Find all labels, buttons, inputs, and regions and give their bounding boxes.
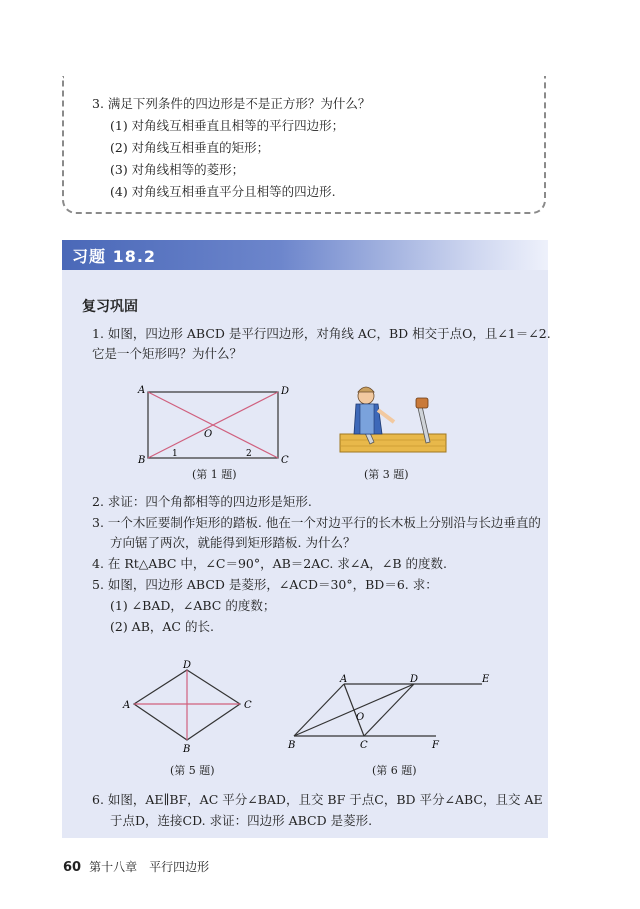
question-3-block [92, 93, 370, 203]
problem-5-sub-2: (2) AB，AC 的长. [110, 619, 214, 634]
question-3-item: (2) 对角线互相垂直的矩形； [110, 140, 270, 155]
fig1-angle-1: 1 [172, 449, 178, 459]
problem-5-line-1: 5. 如图，四边形 ABCD 是菱形，∠ACD＝30°，BD＝6. 求： [92, 577, 438, 592]
exercise-title: 习题 18.2 [72, 247, 157, 266]
fig1-angle-2: 2 [246, 449, 252, 459]
fig6-label-a: A [340, 674, 348, 685]
fig1-label-a: A [138, 385, 146, 396]
fig5-label-d: D [183, 660, 192, 671]
fig1-label-d: D [281, 386, 290, 397]
figure-3-caption: (第 3 题) [364, 468, 409, 481]
fig5-label-b: B [183, 744, 191, 755]
fig1-label-o: O [204, 429, 213, 440]
section-title: 复习巩固 [82, 299, 138, 315]
fig6-label-e: E [482, 674, 490, 685]
fig5-label-a: A [123, 700, 131, 711]
figure-5-caption: (第 5 题) [170, 764, 215, 777]
fig5-label-c: C [244, 700, 252, 711]
question-3-item: (3) 对角线相等的菱形； [110, 162, 245, 177]
problem-6-line-1: 6. 如图，AE∥BF，AC 平分∠BAD，且交 BF 于点C，BD 平分∠ABC，且交 AE [92, 792, 543, 807]
fig6-label-o: O [356, 712, 365, 723]
question-3-title: 3. 满足下列条件的四边形是不是正方形？为什么？ [92, 96, 371, 111]
problem-4: 4. 在 Rt△ABC 中，∠C＝90°，AB＝2AC. 求∠A，∠B 的度数. [92, 556, 447, 571]
figure-6-parallel-lines [286, 672, 496, 754]
fig1-label-b: B [138, 455, 146, 466]
figure-6-caption: (第 6 题) [372, 764, 417, 777]
problem-6-line-2: 于点D，连接CD. 求证：四边形 ABCD 是菱形. [110, 813, 373, 828]
figure-1-rectangle [130, 380, 290, 470]
fig6-label-b: B [288, 740, 296, 751]
problem-3-line-1: 3. 一个木匠要制作矩形的踏板. 他在一个对边平行的长木板上分别沿与长边垂直的 [92, 515, 541, 530]
chapter-title: 第十八章 平行四边形 [89, 860, 210, 874]
fig6-label-d: D [410, 674, 419, 685]
problem-5-sub-1: (1) ∠BAD，∠ABC 的度数； [110, 598, 276, 613]
problem-3-line-2: 方向锯了两次，就能得到矩形踏板. 为什么？ [110, 535, 356, 550]
figure-3-carpenter-illustration [338, 380, 448, 460]
problem-1-line-1: 1. 如图，四边形 ABCD 是平行四边形，对角线 AC，BD 相交于点O，且∠1＝∠2. [92, 326, 551, 341]
problem-1-line-2: 它是一个矩形吗？为什么？ [92, 346, 243, 361]
question-3-item: (1) 对角线互相垂直且相等的平行四边形； [110, 118, 345, 133]
figure-1-caption: (第 1 题) [192, 468, 237, 481]
question-3-item: (4) 对角线互相垂直平分且相等的四边形. [110, 184, 336, 199]
page-number: 60 [63, 860, 82, 875]
fig1-label-c: C [281, 455, 289, 466]
figure-5-rhombus [120, 660, 260, 756]
fig6-label-c: C [360, 740, 368, 751]
page-footer [63, 858, 209, 875]
exercise-header [62, 240, 548, 270]
problem-2: 2. 求证：四个角都相等的四边形是矩形. [92, 494, 312, 509]
fig6-label-f: F [432, 740, 439, 751]
